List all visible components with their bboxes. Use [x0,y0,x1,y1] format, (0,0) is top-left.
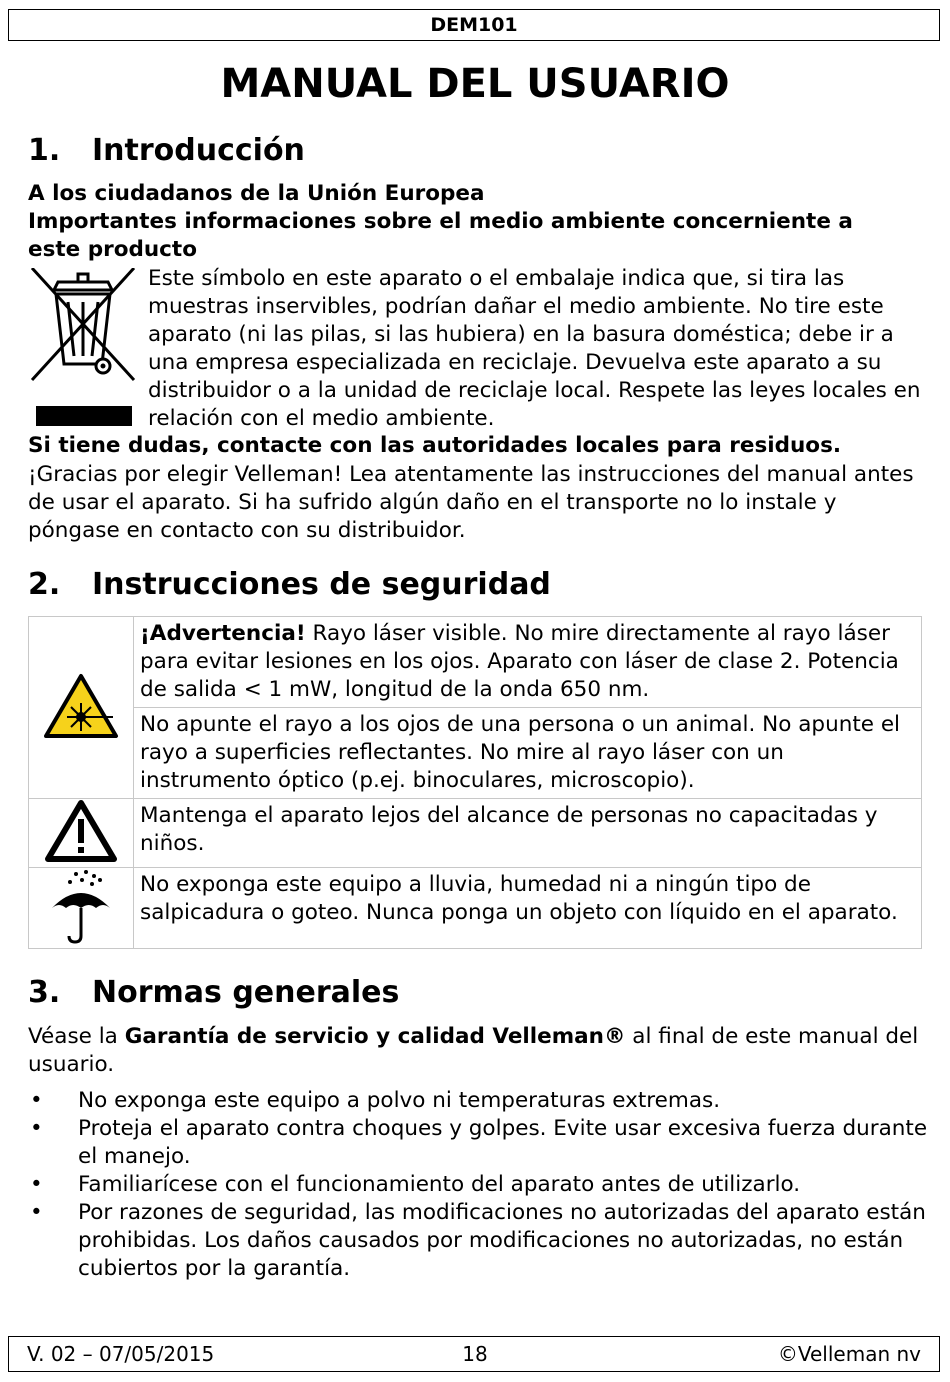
warranty-paragraph [28,1023,928,1079]
warranty-link-text: Garantía de servicio y calidad Velleman® [124,1024,626,1049]
section-title: Introducción [92,133,305,168]
model-number: DEM101 [430,14,518,36]
bullet-icon: • [30,1116,43,1141]
list-item [28,1199,928,1283]
version-date: V. 02 – 07/05/2015 [27,1342,215,1366]
section-title: Normas generales [92,975,400,1010]
list-item-text: Proteja el aparato contra choques y golpes. Evite usar excesiva fuerza durante el manejo. [78,1116,928,1169]
document-header [8,9,940,41]
warranty-outro: al final de este manual del usuario. [28,1024,919,1077]
list-item [28,1087,928,1115]
bullet-icon: • [30,1172,43,1197]
list-item-text: No exponga este equipo a polvo ni temperaturas extremas. [78,1088,721,1113]
safety-row-laser [29,617,922,708]
environment-info-line-2: este producto [28,237,197,262]
safety-row-laser-2 [29,708,922,799]
section-number: 3. [28,975,61,1010]
eu-citizens-line: A los ciudadanos de la Unión Europea [28,181,485,206]
laser-warning-icon [29,617,134,799]
document-footer [8,1336,940,1372]
thanks-paragraph: ¡Gracias por elegir Velleman! Lea atentamente las instrucciones del manual antes de usar el aparato. Si ha sufrido algún daño en el transporte no lo instale y póngase en contacto con su distribuidor. [28,462,914,543]
page-number: 18 [462,1342,488,1366]
section-title: Instrucciones de seguridad [92,567,551,602]
list-item [28,1115,928,1171]
section-number: 1. [28,133,61,168]
environment-info-line: Importantes informaciones sobre el medio ambiente concerniente a [28,209,853,234]
general-rules-list [28,1087,928,1283]
umbrella-rain-icon [29,868,134,949]
rain-warning-text: No exponga este equipo a lluvia, humedad ni a ningún tipo de salpicadura o goteo. Nunca ponga un objeto con líquido en el aparato. [134,868,922,949]
section-1-heading [28,131,305,171]
page-title: MANUAL DEL USUARIO [220,61,730,107]
laser-warning-body: Rayo láser visible. No mire directamente al rayo láser para evitar lesiones en los ojos. Aparato con láser de clase 2. Potencia de salida < 1 mW, longitud de la onda 650 nm. [140,621,899,702]
laser-aim-text: No apunte el rayo a los ojos de una persona o un animal. No apunte el rayo a superficies reflectantes. No mire al rayo láser con un instrumento óptico (p.ej. binoculares, microscopio). [134,708,922,799]
laser-warning-text [134,617,922,708]
contact-authorities-line: Si tiene dudas, contacte con las autoridades locales para residuos. [28,433,842,458]
section-2-heading [28,565,551,605]
safety-row-children [29,799,922,868]
bullet-icon: • [30,1088,43,1113]
warranty-intro: Véase la [28,1024,125,1049]
children-warning-text: Mantenga el aparato lejos del alcance de personas no capacitadas y niños. [134,799,922,868]
bullet-icon: • [30,1200,43,1225]
list-item [28,1171,928,1199]
weee-description: Este símbolo en este aparato o el embalaje indica que, si tira las muestras inservibles, podrían dañar el medio ambiente. No tire este aparato (ni las pilas, si las hubiera) en la basura doméstica; debe ir a una empresa especializada en reciclaje. Devuelva este aparato a su distribuidor o a la unidad de reciclaje local. Respete las leyes locales en relación con el medio ambiente. [148,266,921,431]
safety-row-rain [29,868,922,949]
general-warning-icon [29,799,134,868]
list-item-text: Familiarícese con el funcionamiento del aparato antes de utilizarlo. [78,1172,801,1197]
section-3-heading [28,973,399,1013]
section-number: 2. [28,567,61,602]
list-item-text: Por razones de seguridad, las modificaciones no autorizadas del aparato están prohibidas. Los daños causados por modificaciones no autorizadas, no están cubiertos por la garantía. [78,1200,926,1281]
warning-label: ¡Advertencia! [140,621,306,646]
safety-table [28,616,922,949]
copyright: ©Velleman nv [777,1342,921,1366]
crossed-out-wheelie-bin-icon [28,268,138,428]
